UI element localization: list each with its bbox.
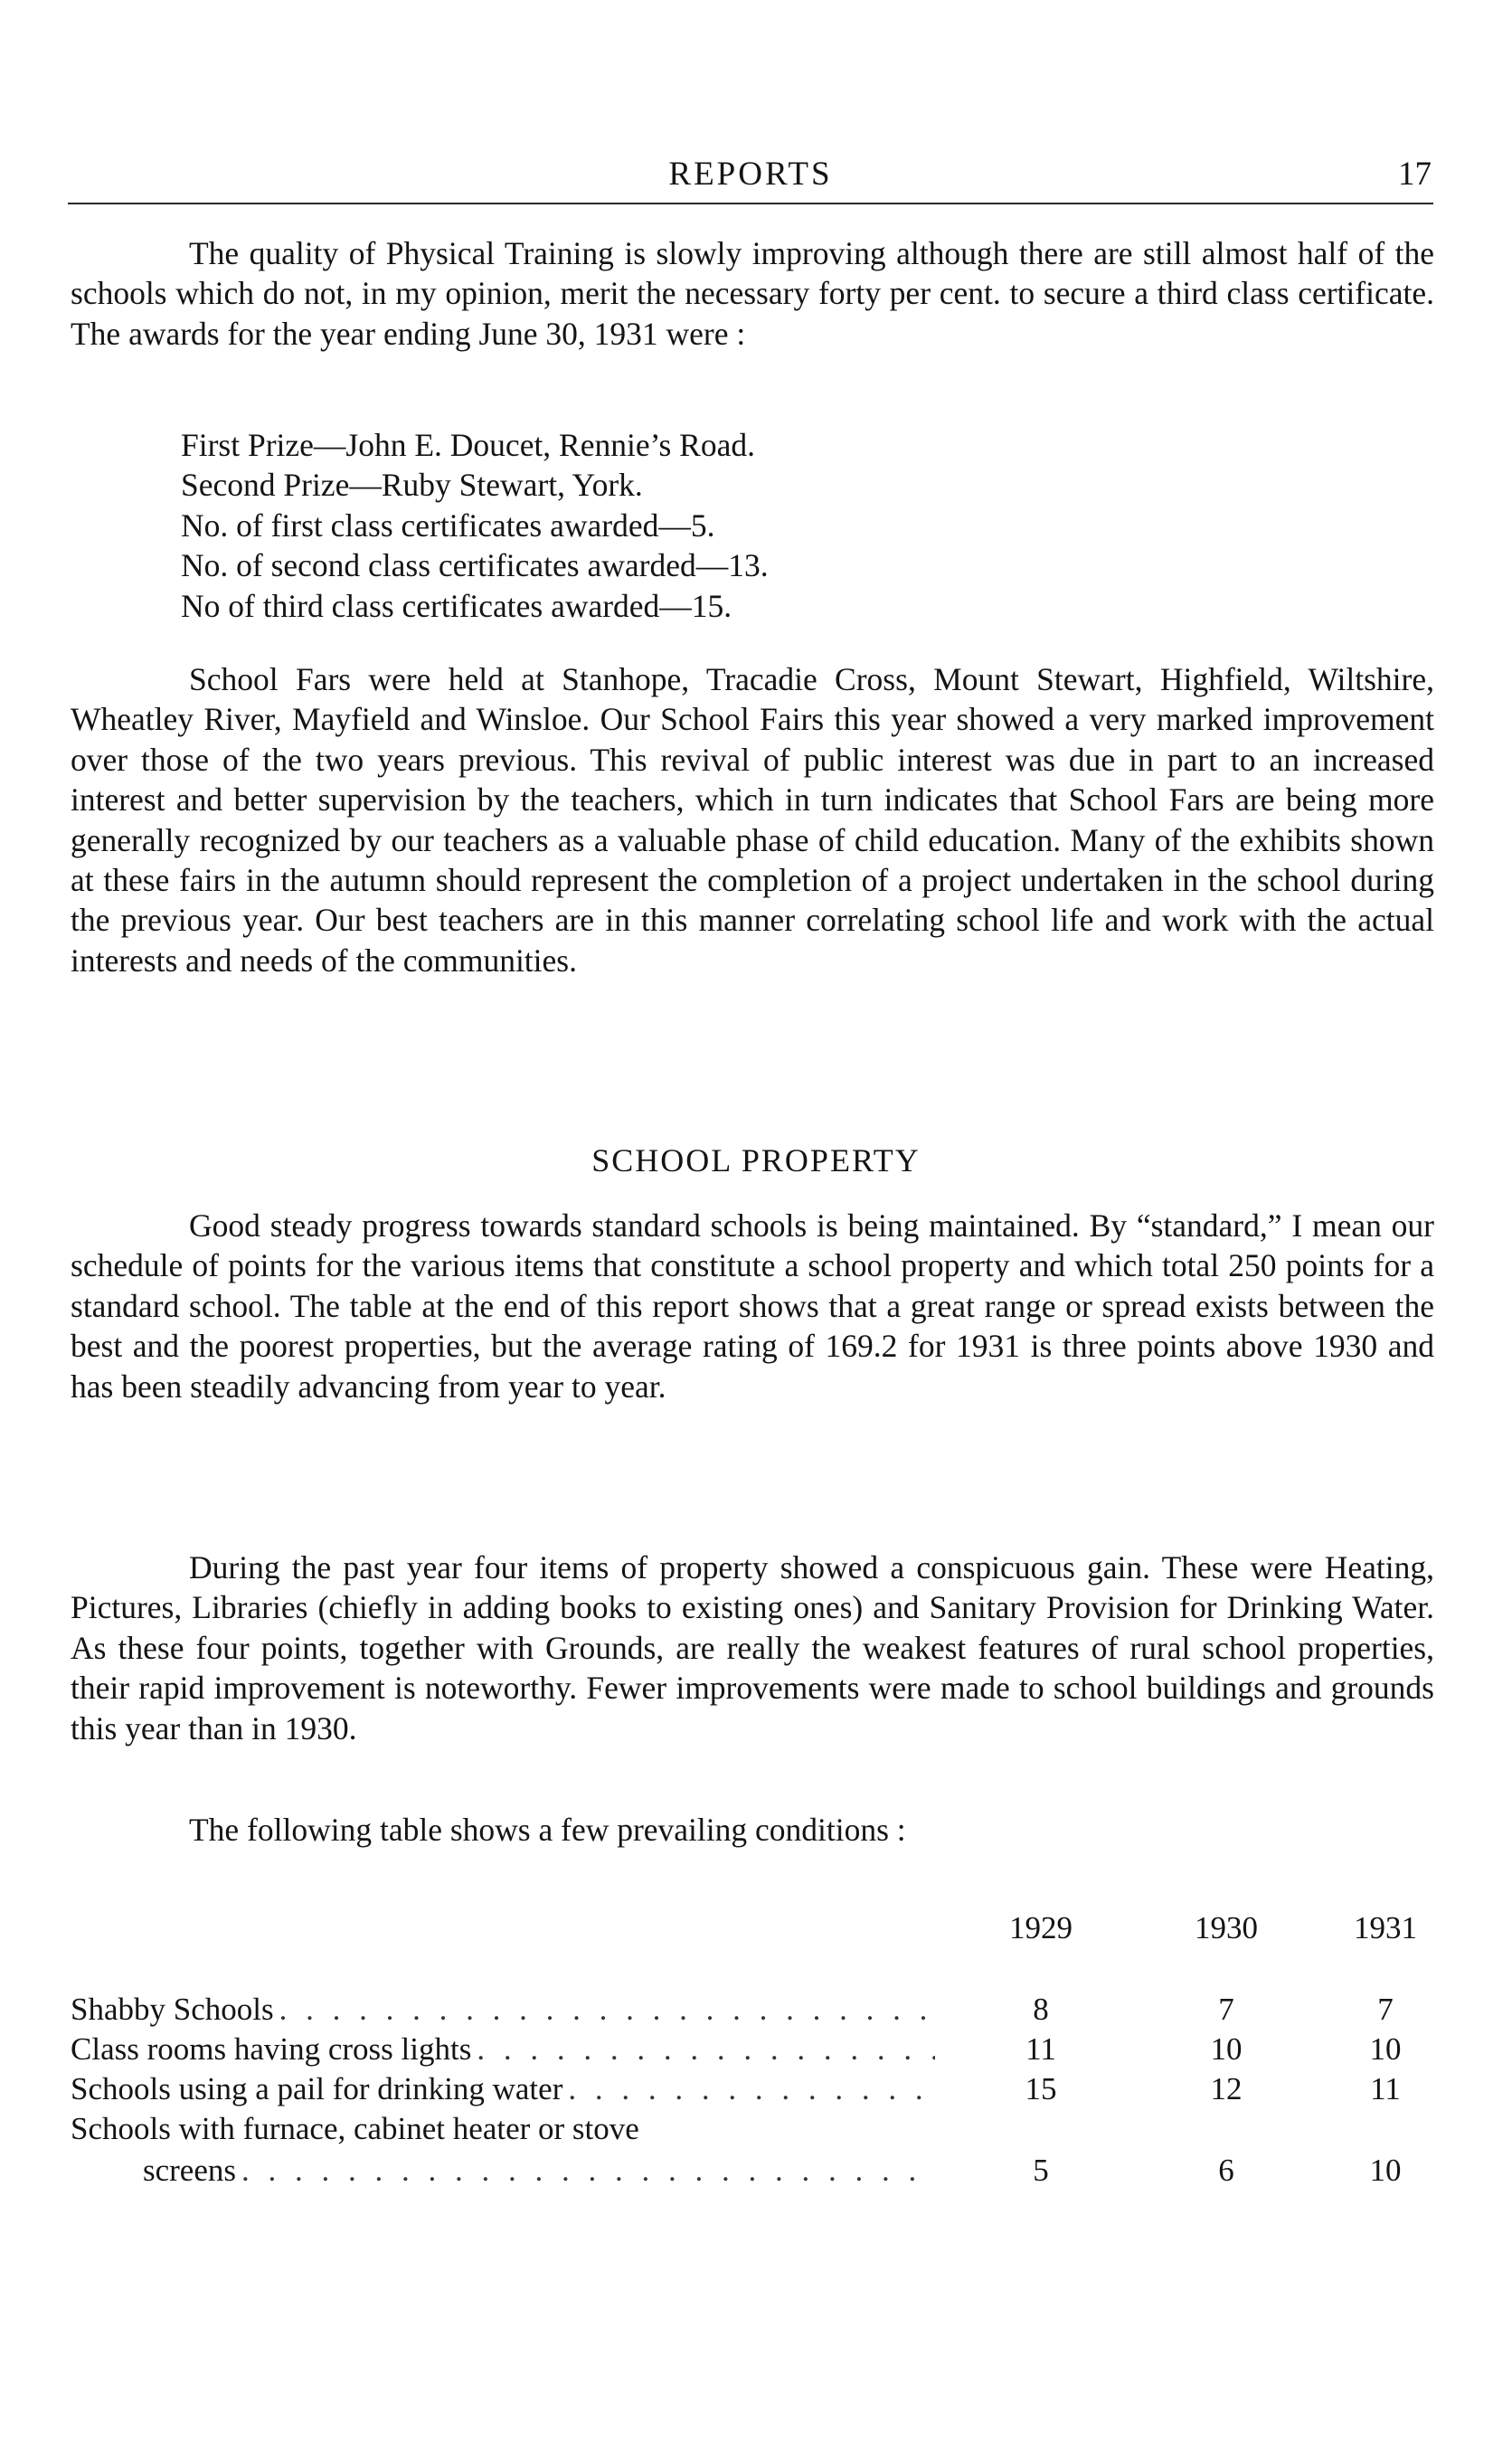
table-row — [71, 2069, 1434, 2109]
year-header: 1931 — [1354, 1910, 1417, 1945]
paragraph-physical-training — [71, 233, 1434, 354]
dot-leader — [241, 2151, 935, 2191]
page-number: 17 — [1398, 156, 1432, 193]
value-1931: 10 — [1369, 2031, 1402, 2067]
paragraph-text: Good steady progress towards standard schools is being maintained. By “standard,” I mean our schedule of points for the various items that constitute a school property and which total 250 points for a standard school. The table at the end of this report shows that a great range or spread exists between the best and the poorest properties, but the average rating of 169.2 for 1931 is three points above 1930 and has been steadily advancing from year to year. — [71, 1207, 1434, 1405]
header-title: REPORTS — [668, 156, 833, 193]
row-label: Class rooms having cross lights — [71, 2031, 472, 2067]
value-1931: 11 — [1370, 2071, 1401, 2106]
value-1930: 7 — [1218, 1992, 1234, 2027]
value-1929: 11 — [1025, 2031, 1056, 2067]
paragraph-property-gains — [71, 1548, 1434, 1748]
row-label-group — [71, 2030, 940, 2069]
table-row — [71, 2030, 1434, 2069]
row-label-group — [71, 2069, 940, 2109]
award-third-class-count: No of third class certificates awarded—15. — [181, 587, 732, 624]
dot-leader — [568, 2069, 935, 2109]
row-label-group — [71, 1990, 940, 2030]
paragraph-text: School Fars were held at Stanhope, Tracadie Cross, Mount Stewart, Highfield, Wiltshire, Wheatley River, Mayfield and Winsloe. Our School Fairs this year showed a very marked improvement over those of the two years previous. This revival of public interest was due in part to an increased interest and better supervision by the teachers, which in turn indicates that School Fars are being more generally recognized by our teachers as a valuable phase of child education. Many of the exhibits shown at these fairs in the autumn should represent the completion of a project undertaken in the school during the previous year. Our best teachers are in this manner correlating school life and work with the actual interests and needs of the communities. — [71, 661, 1434, 979]
row-label-continuation: screens — [143, 2153, 237, 2188]
value-1930: 10 — [1210, 2031, 1243, 2067]
value-1931: 7 — [1377, 1992, 1394, 2027]
award-first-prize: First Prize—John E. Doucet, Rennie’s Road. — [181, 427, 755, 463]
row-label: Shabby Schools — [71, 1992, 274, 2027]
value-1929: 15 — [1025, 2071, 1057, 2106]
table-intro: The following table shows a few prevailing conditions : — [189, 1812, 906, 1848]
running-header — [68, 152, 1433, 204]
table-row — [71, 1990, 1434, 2030]
dot-leader — [279, 1990, 935, 2030]
award-first-class-count: No. of first class certificates awarded—5. — [181, 506, 715, 544]
paragraph-property-progress — [71, 1206, 1434, 1406]
value-1931: 10 — [1369, 2153, 1402, 2188]
row-label: Schools with furnace, cabinet heater or stove — [71, 2111, 639, 2146]
value-1929: 8 — [1033, 1992, 1049, 2027]
section-heading: SCHOOL PROPERTY — [591, 1142, 921, 1178]
year-header: 1930 — [1195, 1910, 1258, 1945]
paragraph-text: During the past year four items of property showed a conspicuous gain. These were Heating, Pictures, Libraries (chiefly in adding books to existing ones) and Sanitary Provision for Drinking Water. As these four points, together with Grounds, are really the weakest features of rural school properties, their rapid improvement is noteworthy. Fewer improvements were made to school buildings and grounds this year than in 1930. — [71, 1549, 1434, 1746]
table-header-row — [71, 1908, 1434, 1948]
paragraph-text: The quality of Physical Training is slowly improving although there are still almost half of the schools which do not, in my opinion, merit the necessary forty per cent. to secure a third class certificate. The awards for the year ending June 30, 1931 were : — [71, 235, 1434, 352]
row-label-group — [71, 2151, 940, 2191]
dot-leader — [477, 2030, 935, 2069]
paragraph-school-fairs — [71, 659, 1434, 980]
value-1929: 5 — [1033, 2153, 1049, 2188]
awards-list — [181, 425, 769, 626]
row-label: Schools using a pail for drinking water — [71, 2071, 563, 2106]
award-second-class-count: No. of second class certificates awarded—13. — [181, 547, 769, 584]
table-row-label-first-line — [71, 2109, 1434, 2149]
award-second-prize: Second Prize—Ruby Stewart, York. — [181, 467, 643, 504]
value-1930: 6 — [1218, 2153, 1234, 2188]
value-1930: 12 — [1210, 2071, 1243, 2106]
year-header: 1929 — [1009, 1910, 1073, 1945]
table-row — [71, 2151, 1434, 2191]
